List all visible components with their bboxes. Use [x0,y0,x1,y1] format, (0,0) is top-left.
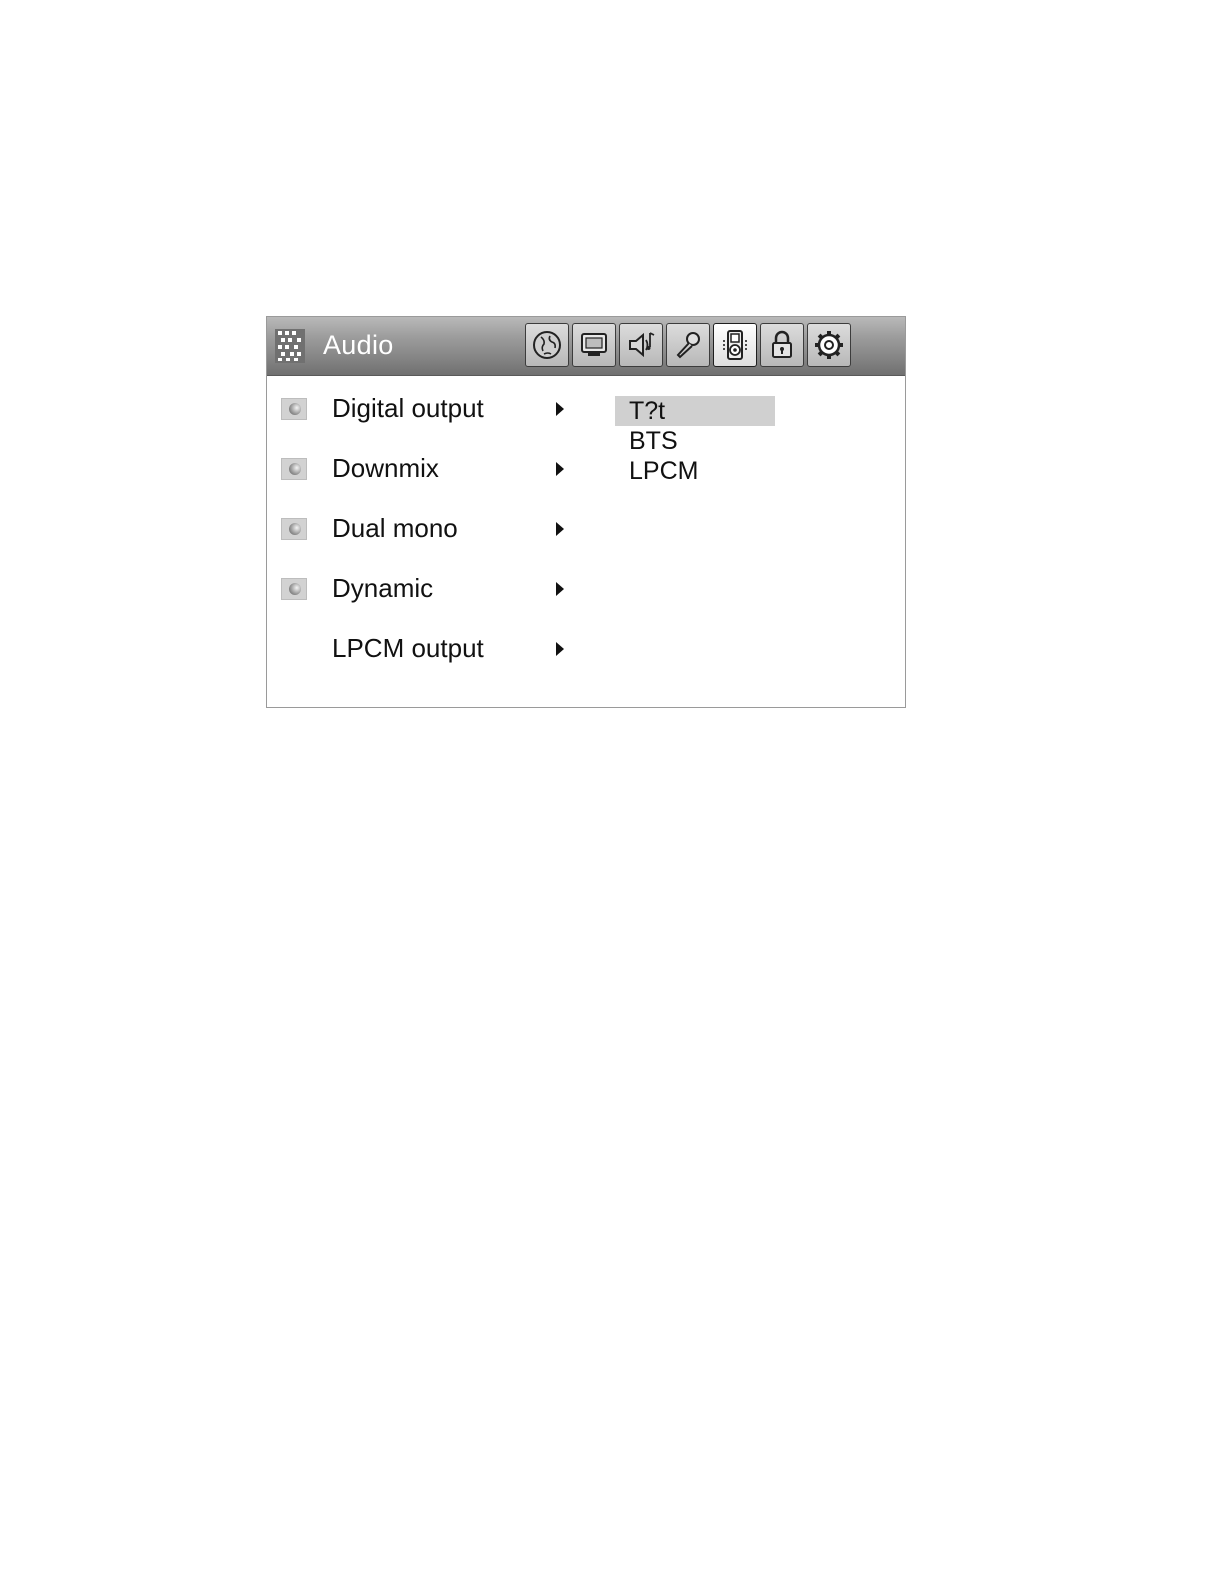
arrow-right-icon [556,402,564,416]
padlock-icon [765,328,799,362]
tab-karaoke[interactable] [666,323,710,367]
digital-output-options [615,396,775,486]
gear-settings-icon [812,328,846,362]
bullet-icon [281,518,307,540]
bullet-icon [281,458,307,480]
option-item[interactable]: LPCM [629,457,699,485]
title-bar [267,317,905,376]
menu-item-label: Dynamic [332,573,434,603]
menu-item-downmix[interactable] [267,449,587,489]
speaker-sound-icon [624,328,658,362]
audio-settings-panel [266,316,906,708]
bullet-icon [281,578,307,600]
menu-item-label: Digital output [332,393,484,423]
menu-grid-logo-icon [273,327,307,365]
menu-item-dual-mono[interactable] [267,509,587,549]
option-item-selected[interactable]: T?t [615,396,775,426]
option-item[interactable]: BTS [629,427,678,455]
tab-video[interactable] [572,323,616,367]
arrow-right-icon [556,582,564,596]
tab-audio[interactable] [713,323,757,367]
display-monitor-icon [577,328,611,362]
category-tabs [525,323,851,369]
menu-item-label: Dual mono [332,513,458,543]
tab-parental-lock[interactable] [760,323,804,367]
arrow-right-icon [556,462,564,476]
menu-item-dynamic[interactable] [267,569,587,609]
page-title: Audio [323,330,394,360]
tab-language[interactable] [525,323,569,367]
microphone-karaoke-icon [671,328,705,362]
menu-item-digital-output[interactable] [267,389,587,429]
menu-item-label: LPCM output [332,633,484,663]
tab-speaker[interactable] [619,323,663,367]
bullet-icon [281,398,307,420]
arrow-right-icon [556,522,564,536]
menu-item-label: Downmix [332,453,439,483]
tab-setup[interactable] [807,323,851,367]
menu-item-lpcm-output[interactable] [267,629,587,669]
language-globe-icon [530,328,564,362]
arrow-right-icon [556,642,564,656]
audio-speaker-box-icon [718,328,752,362]
